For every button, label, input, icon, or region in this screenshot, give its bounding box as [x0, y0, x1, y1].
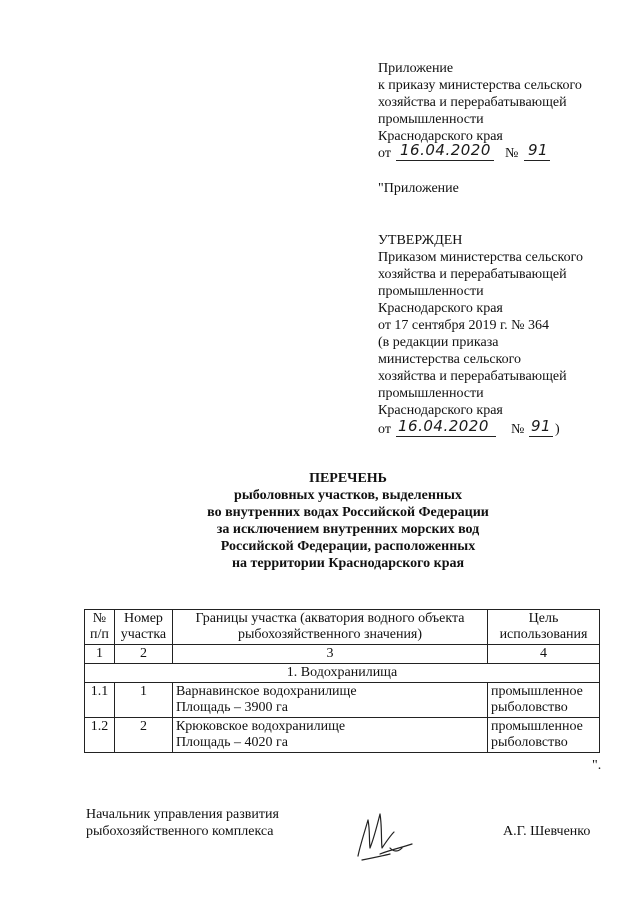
row-bounds	[172, 683, 487, 718]
col-number: 4	[488, 645, 600, 664]
header-purpose: Цель использования	[488, 610, 600, 645]
title-line: рыболовных участков, выделенных	[234, 488, 462, 503]
approved-line: промышленности	[378, 386, 484, 401]
handwritten-signature	[350, 808, 420, 868]
row-bounds	[172, 718, 487, 753]
table-header-row	[85, 610, 600, 645]
close-paren: )	[555, 422, 560, 437]
position-line: Начальник управления развития	[86, 807, 279, 822]
approved-line: Краснодарского края	[378, 301, 503, 316]
approved-block	[378, 232, 583, 419]
row-name: Крюковское водохранилище	[175, 719, 346, 734]
handwritten-number: 91	[531, 417, 552, 435]
table-row	[85, 683, 600, 718]
header-line: промышленности	[378, 112, 484, 127]
header-appendix	[378, 60, 582, 145]
table-row	[85, 718, 600, 753]
row-area: Площадь – 4020 га	[175, 735, 288, 750]
header-line: к приказу министерства сельского	[378, 78, 582, 93]
handwritten-date: 16.04.2020	[400, 141, 491, 159]
header-site: Номер участка	[114, 610, 172, 645]
row-area: Площадь – 3900 га	[175, 700, 288, 715]
fishing-areas-table	[84, 609, 600, 753]
signatory-name: А.Г. Шевченко	[503, 824, 591, 839]
handwritten-number: 91	[528, 141, 549, 159]
title-line: Российской Федерации, расположенных	[220, 539, 476, 554]
header-line: Краснодарского края	[378, 129, 503, 144]
approved-line: министерства сельского	[378, 352, 522, 367]
approved-line: Краснодарского края	[378, 403, 503, 418]
number-underline	[529, 436, 553, 437]
approved-line: от 17 сентября 2019 г. № 364	[378, 318, 549, 333]
approved-line: промышленности	[378, 284, 484, 299]
row-purpose: промышленное рыболовство	[488, 683, 600, 718]
row-site: 1	[114, 683, 172, 718]
handwritten-date: 16.04.2020	[398, 417, 489, 435]
column-numbers-row	[85, 645, 600, 664]
section-title: 1. Водохранилища	[85, 664, 600, 683]
date-underline	[396, 160, 494, 161]
date-prefix: от	[378, 146, 391, 161]
approved-line: хозяйства и перерабатывающей	[378, 267, 567, 282]
row-name: Варнавинское водохранилище	[175, 684, 357, 699]
row-site: 2	[114, 718, 172, 753]
date-prefix: от	[378, 422, 391, 437]
header-date-line	[378, 141, 578, 165]
header-bounds: Границы участка (акватория водного объекта рыбохозяйственного значения)	[172, 610, 487, 645]
section-row	[85, 664, 600, 683]
col-number: 3	[172, 645, 487, 664]
date-underline	[396, 436, 496, 437]
signatory-position	[86, 806, 279, 840]
header-line: хозяйства и перерабатывающей	[378, 95, 567, 110]
approved-line: хозяйства и перерабатывающей	[378, 369, 567, 384]
number-prefix: №	[505, 146, 519, 161]
approved-line: Приказом министерства сельского	[378, 250, 583, 265]
header-line: Приложение	[378, 61, 454, 76]
row-num: 1.2	[85, 718, 115, 753]
title-line: на территории Краснодарского края	[231, 556, 465, 571]
approved-date-line	[378, 417, 578, 441]
title-line: ПЕРЕЧЕНЬ	[309, 471, 387, 486]
row-num: 1.1	[85, 683, 115, 718]
title-line: во внутренних водах Российской Федерации	[207, 505, 489, 520]
approved-line: УТВЕРЖДЕН	[378, 233, 463, 248]
col-number: 1	[85, 645, 115, 664]
header-num: № п/п	[85, 610, 115, 645]
position-line: рыбохозяйственного комплекса	[86, 824, 274, 839]
number-prefix: №	[511, 422, 525, 437]
row-purpose: промышленное рыболовство	[488, 718, 600, 753]
approved-line: (в редакции приказа	[378, 335, 499, 350]
closing-quote-mark: ".	[592, 758, 602, 773]
quote-appendix: "Приложение	[378, 181, 459, 196]
number-underline	[524, 160, 550, 161]
col-number: 2	[114, 645, 172, 664]
title-line: за исключением внутренних морских вод	[216, 522, 480, 537]
document-title	[150, 470, 546, 572]
